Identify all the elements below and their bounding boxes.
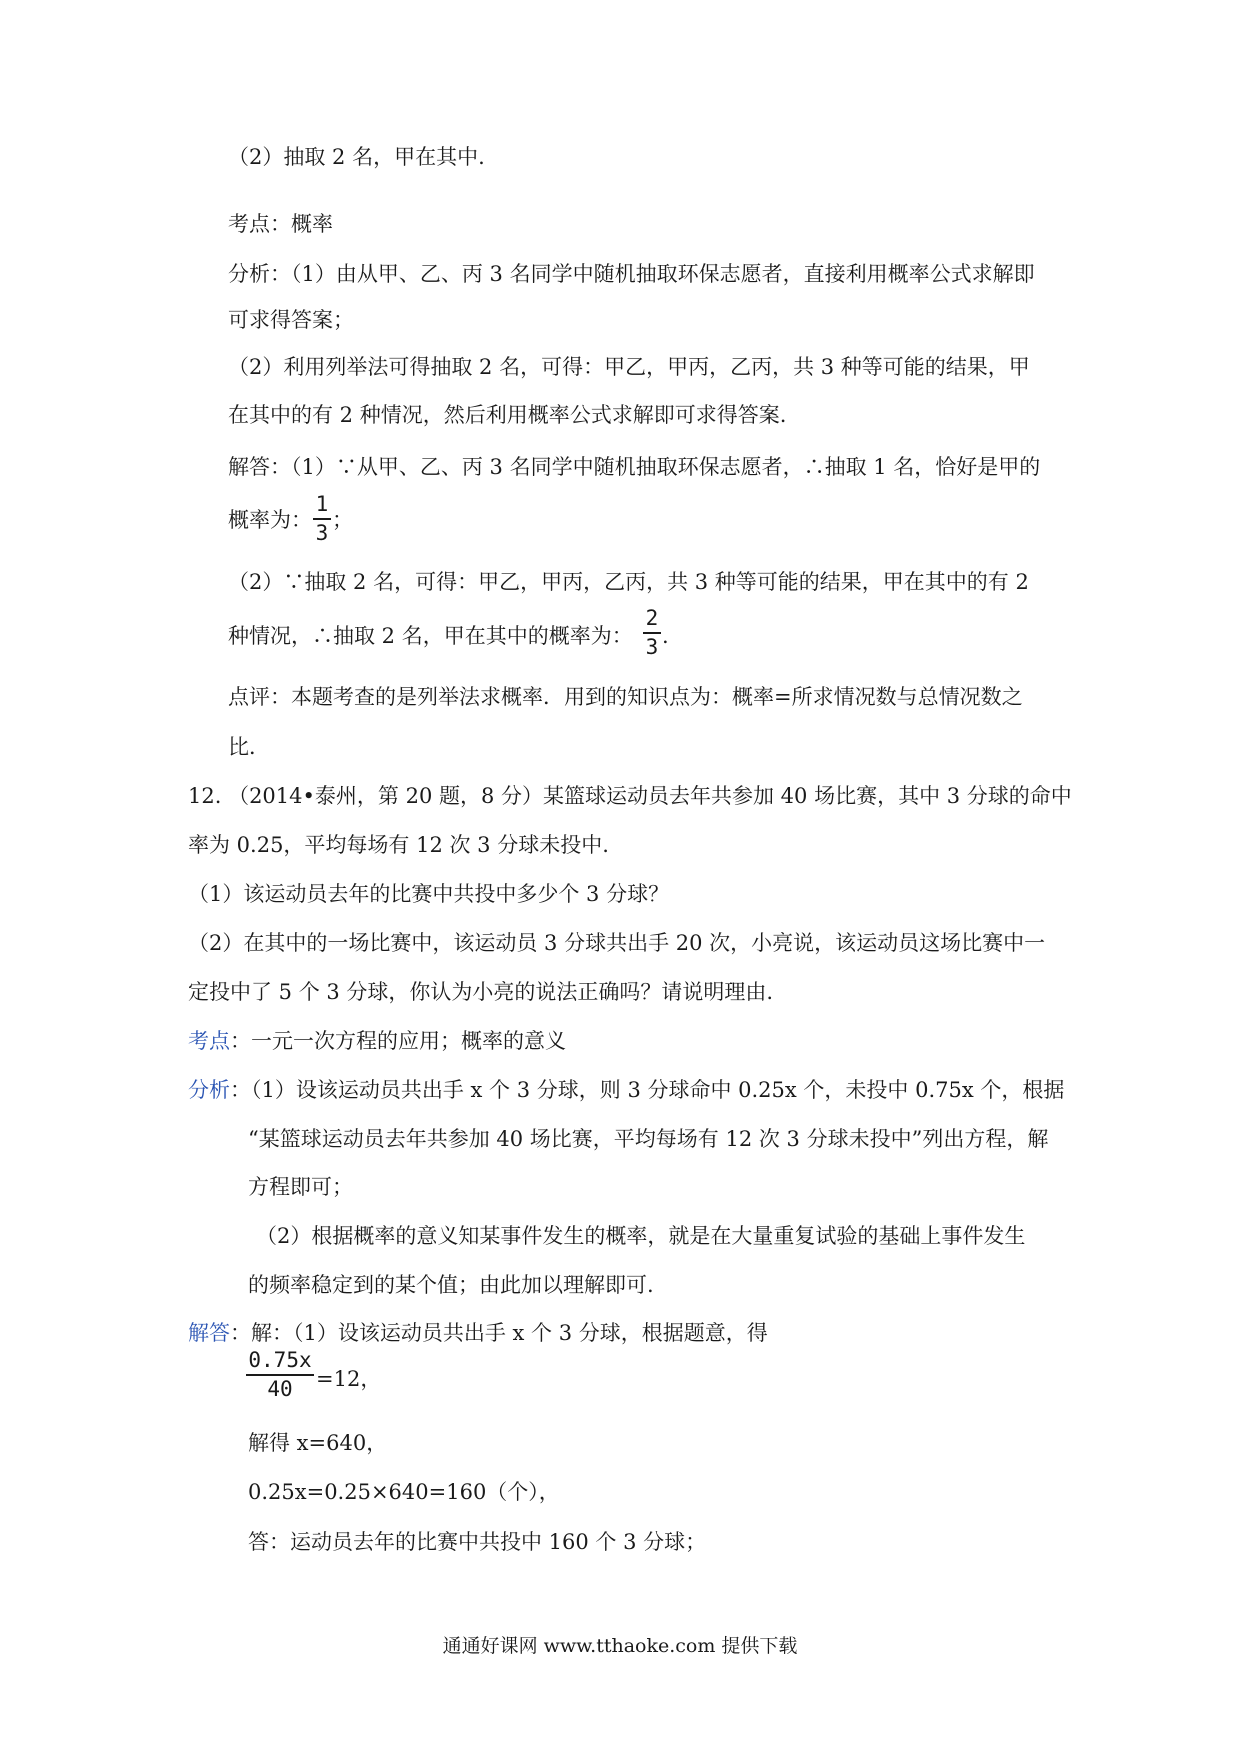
fraction-bar (643, 632, 661, 634)
q12-subquestion-2-line-2: 定投中了 5 个 3 分球，你认为小亮的说法正确吗？请说明理由. (188, 980, 774, 1004)
prev-jieda-line-4-suffix: . (662, 624, 669, 648)
q12-jieda-line-4: 答：运动员去年的比赛中共投中 160 个 3 分球； (248, 1530, 707, 1554)
equation-fraction (246, 1348, 314, 1401)
q12-jieda-line-1 (188, 1318, 768, 1348)
prev-fenxi-line-3: （2）利用列举法可得抽取 2 名，可得：甲乙，甲丙，乙丙，共 3 种等可能的结果，甲 (228, 355, 1030, 379)
fenxi-label: 分析 (188, 1078, 230, 1102)
q12-stem-line-1: 12. （2014•泰州，第 20 题，8 分）某篮球运动员去年共参加 40 场比赛，其中 3 分球的命中 (188, 784, 1072, 808)
fraction-numerator: 2 (645, 606, 659, 630)
jieda-label: 解答 (188, 1321, 230, 1345)
q12-kaodian (188, 1026, 566, 1056)
fraction-numerator: 1 (315, 492, 329, 516)
kaodian-label: 考点 (188, 1029, 230, 1053)
prev-question-part2: （2）抽取 2 名，甲在其中. (228, 145, 485, 169)
page-footer: 通通好课网 www.tthaoke.com 提供下载 (442, 1635, 798, 1657)
prev-jieda-line-2-prefix: 概率为： (228, 508, 312, 532)
prev-kaodian: 考点：概率 (228, 212, 333, 236)
q12-fenxi-line-4: （2）根据概率的意义知某事件发生的概率，就是在大量重复试验的基础上事件发生 (256, 1224, 1026, 1248)
q12-fenxi-line-5: 的频率稳定到的某个值；由此加以理解即可. (248, 1273, 654, 1297)
q12-subquestion-1: （1）该运动员去年的比赛中共投中多少个 3 分球？ (188, 882, 670, 906)
jieda-text: ：解：（1）设该运动员共出手 x 个 3 分球，根据题意，得 (230, 1321, 768, 1345)
prev-dianping-line-1: 点评：本题考查的是列举法求概率．用到的知识点为：概率=所求情况数与总情况数之 (228, 685, 1023, 709)
prev-fenxi-line-4: 在其中的有 2 种情况，然后利用概率公式求解即可求得答案. (228, 403, 787, 427)
equation-suffix: =12， (316, 1367, 382, 1391)
prev-jieda-line-3: （2）∵抽取 2 名，可得：甲乙，甲丙，乙丙，共 3 种等可能的结果，甲在其中的有 2 (228, 570, 1029, 594)
equation-fraction-bar (246, 1374, 314, 1376)
prev-fenxi-line-2: 可求得答案； (228, 308, 354, 332)
fraction-bar (313, 518, 331, 520)
equation-denominator: 40 (267, 1376, 293, 1401)
q12-fenxi-line-3: 方程即可； (248, 1175, 353, 1199)
q12-jieda-line-2: 解得 x=640， (248, 1431, 388, 1455)
prev-fenxi-line-1: 分析：（1）由从甲、乙、丙 3 名同学中随机抽取环保志愿者，直接利用概率公式求解即 (228, 262, 1035, 286)
fraction-one-third (313, 492, 331, 545)
q12-subquestion-2-line-1: （2）在其中的一场比赛中，该运动员 3 分球共出手 20 次，小亮说，该运动员这场比赛中一 (188, 931, 1046, 955)
fraction-denominator: 3 (645, 634, 659, 659)
q12-jieda-line-3: 0.25x=0.25×640=160（个）， (248, 1480, 560, 1504)
q12-fenxi-line-2: “某篮球运动员去年共参加 40 场比赛，平均每场有 12 次 3 分球未投中”列出方程，解 (248, 1127, 1049, 1151)
fraction-two-thirds (643, 606, 661, 659)
prev-dianping-line-2: 比． (228, 735, 270, 759)
prev-jieda-line-1: 解答：（1）∵从甲、乙、丙 3 名同学中随机抽取环保志愿者，∴抽取 1 名，恰好是甲的 (228, 455, 1041, 479)
fenxi-text: ：（1）设该运动员共出手 x 个 3 分球，则 3 分球命中 0.25x 个，未投中 0.75x 个，根据 (230, 1078, 1065, 1102)
prev-jieda-line-2-suffix: ； (332, 508, 353, 532)
kaodian-text: ：一元一次方程的应用；概率的意义 (230, 1029, 566, 1053)
prev-jieda-line-4-prefix: 种情况，∴抽取 2 名，甲在其中的概率为： (228, 624, 633, 648)
q12-fenxi-line-1 (188, 1075, 1064, 1105)
fraction-denominator: 3 (315, 520, 329, 545)
q12-stem-line-2: 率为 0.25，平均每场有 12 次 3 分球未投中. (188, 833, 609, 857)
equation-numerator: 0.75x (248, 1348, 312, 1372)
